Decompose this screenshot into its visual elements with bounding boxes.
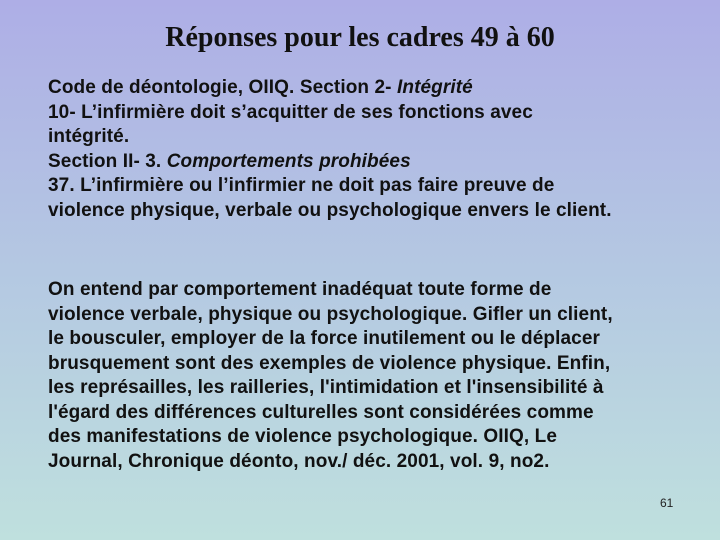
code-excerpt — [48, 76, 688, 223]
code-line-text: Section II- 3. — [48, 150, 167, 172]
paragraph-line: le bousculer, employer de la force inutilement ou le déplacer — [48, 328, 600, 349]
code-line-italic: Comportements prohibées — [166, 150, 411, 172]
code-line: 37. L’infirmière ou l’infirmier ne doit pas faire preuve de — [48, 175, 555, 196]
code-line — [48, 150, 688, 175]
code-line: violence physique, verbale ou psychologique envers le client. — [48, 199, 612, 221]
explanation-paragraph — [48, 278, 688, 474]
paragraph-line: Journal, Chronique déonto, nov./ déc. 2001, vol. 9, no2. — [48, 450, 550, 472]
code-line — [48, 76, 688, 101]
slide-title: Réponses pour les cadres 49 à 60 — [165, 22, 555, 53]
code-line-italic: Intégrité — [397, 77, 473, 98]
code-line: intégrité. — [48, 126, 130, 147]
code-line: 10- L’infirmière doit s’acquitter de ses fonctions avec — [48, 101, 533, 123]
paragraph-line: l'égard des différences culturelles sont considérées comme — [48, 401, 594, 423]
paragraph-line: les représailles, les railleries, l'intimidation et l'insensibilité à — [48, 377, 604, 398]
paragraph-line: brusquement sont des exemples de violence physique. Enfin, — [48, 352, 611, 374]
paragraph-line: des manifestations de violence psychologique. OIIQ, Le — [48, 426, 558, 447]
paragraph-line: On entend par comportement inadéquat toute forme de — [48, 279, 552, 300]
code-line-text: Code de déontologie, OIIQ. Section 2- — [48, 77, 397, 98]
paragraph-line: violence verbale, physique ou psychologique. Gifler un client, — [48, 303, 613, 325]
page-number: 61 — [660, 496, 674, 510]
